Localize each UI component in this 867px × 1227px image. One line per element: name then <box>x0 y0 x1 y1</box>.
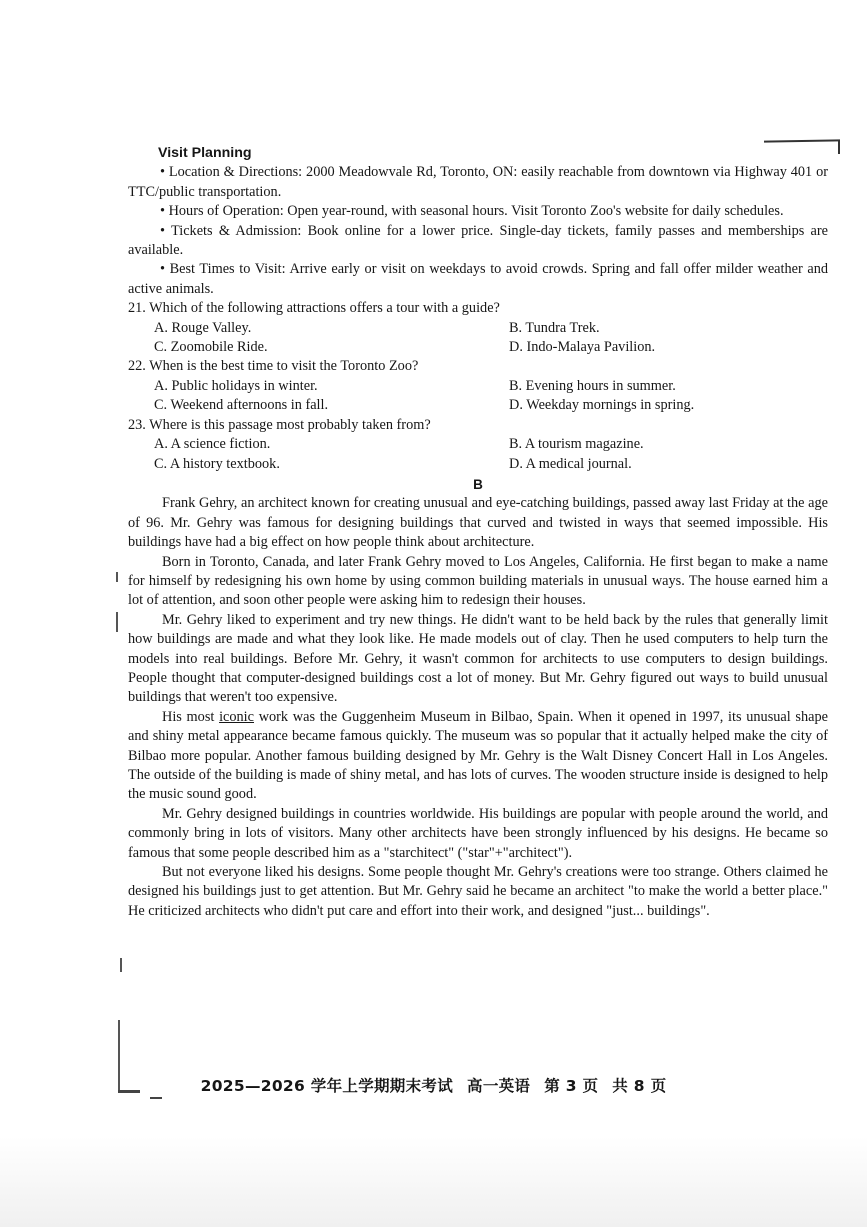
option-c: C. Weekend afternoons in fall. <box>154 397 329 414</box>
option-a: A. Rouge Valley. <box>154 319 252 336</box>
passage-paragraph-1: Frank Gehry, an architect known for creating unusual and eye-catching buildings, passed away last Friday at the age of 96. Mr. Gehry was famous for designing buildings that curved and twisted in ways that seemed impossible. His buildings have had a big effect on how people think about architecture. <box>128 495 828 551</box>
page-footer <box>0 1074 867 1096</box>
header-rule <box>764 139 840 142</box>
option-b: B. Evening hours in summer. <box>509 377 676 394</box>
scan-mark <box>150 1097 162 1099</box>
scan-margin-mark <box>116 612 118 632</box>
paragraph-text: His most <box>162 708 220 725</box>
question-stem: 22. When is the best time to visit the Toronto Zoo? <box>128 358 419 375</box>
option-a: A. Public holidays in winter. <box>154 377 318 394</box>
page-number: 第 3 页 <box>544 1077 599 1095</box>
bullet-location: • Location & Directions: 2000 Meadowvale Rd, Toronto, ON: easily reachable from downtown via Highway 401 or TTC/public transportation. <box>128 164 828 200</box>
question-21 <box>128 299 828 357</box>
option-b: B. A tourism magazine. <box>509 436 644 453</box>
question-stem: 21. Which of the following attractions offers a tour with a guide? <box>128 300 500 317</box>
passage-paragraph-4 <box>128 708 828 805</box>
option-c: C. A history textbook. <box>154 455 280 472</box>
header-rule-tick <box>838 140 840 154</box>
section-b-label: B <box>473 476 483 492</box>
option-a: A. A science fiction. <box>154 436 271 453</box>
page-content <box>128 144 828 921</box>
option-d: D. Weekday mornings in spring. <box>509 397 695 414</box>
options-grid <box>128 319 828 358</box>
passage-paragraph-5: Mr. Gehry designed buildings in countries worldwide. His buildings are popular with people around the world, and commonly bring in lots of visitors. Many other architects have been strongly influenced by his designs. He became so famous that some people described him as a "starchitect" ("star"+"architect"). <box>128 805 828 861</box>
question-stem: 23. Where is this passage most probably taken from? <box>128 416 431 433</box>
option-d: D. A medical journal. <box>509 455 632 472</box>
question-23 <box>128 416 828 474</box>
scan-margin-mark <box>116 572 118 582</box>
subject-label: 高一英语 <box>467 1077 531 1095</box>
option-b: B. Tundra Trek. <box>509 319 600 336</box>
scan-margin-mark <box>120 958 122 972</box>
bullet-hours: • Hours of Operation: Open year-round, with seasonal hours. Visit Toronto Zoo's website for daily schedules. <box>160 203 784 220</box>
underlined-word: iconic <box>219 708 254 725</box>
visit-planning-heading: Visit Planning <box>158 145 252 161</box>
bullet-best-times: • Best Times to Visit: Arrive early or visit on weekdays to avoid crowds. Spring and fall offer milder weather and active animals. <box>128 261 828 297</box>
passage-paragraph-3: Mr. Gehry liked to experiment and try new things. He didn't want to be held back by the rules that generally limit how buildings are made and what they look like. He made models out of clay. Then he used computers to help turn the models into real buildings. Before Mr. Gehry, it wasn't common for architects to use computers to design buildings. People thought that computer-designed buildings cost a lot of money. But Mr. Gehry figured out ways to build unusual buildings that weren't too expensive. <box>128 611 828 706</box>
exam-title: 2025—2026 学年上学期期末考试 <box>200 1077 454 1095</box>
options-grid <box>128 435 828 474</box>
scan-shadow <box>0 1137 867 1227</box>
options-grid <box>128 377 828 416</box>
paragraph-text: work was the Guggenheim Museum in Bilbao, Spain. When it opened in 1997, its unusual shape and shiny metal appearance became famous quickly. The museum was so popular that it actually helped make the city of Bilbao more popular. Another famous building designed by Mr. Gehry is the Walt Disney Concert Hall in Los Angeles. The outside of the building is made of shiny metal, and has lots of curves. The wooden structure inside is designed to help the music sound good. <box>128 708 828 803</box>
passage-paragraph-6: But not everyone liked his designs. Some people thought Mr. Gehry's creations were too strange. Others claimed he designed his buildings just to get attention. But Mr. Gehry said he became an architect "to make the world a better place." He criticized architects who didn't put care and effort into their work, and designed "just... buildings". <box>128 864 828 919</box>
total-pages: 共 8 页 <box>612 1077 667 1095</box>
option-d: D. Indo-Malaya Pavilion. <box>509 339 656 356</box>
passage-paragraph-2: Born in Toronto, Canada, and later Frank Gehry moved to Los Angeles, California. He first began to make a name for himself by redesigning his own home by using common building materials in unusual ways. The house earned him a lot of attention, and soon other people were asking him to redesign their houses. <box>128 553 828 609</box>
bullet-tickets: • Tickets & Admission: Book online for a lower price. Single-day tickets, family passes and memberships are available. <box>128 222 828 259</box>
question-22 <box>128 357 828 415</box>
option-c: C. Zoomobile Ride. <box>154 339 268 356</box>
